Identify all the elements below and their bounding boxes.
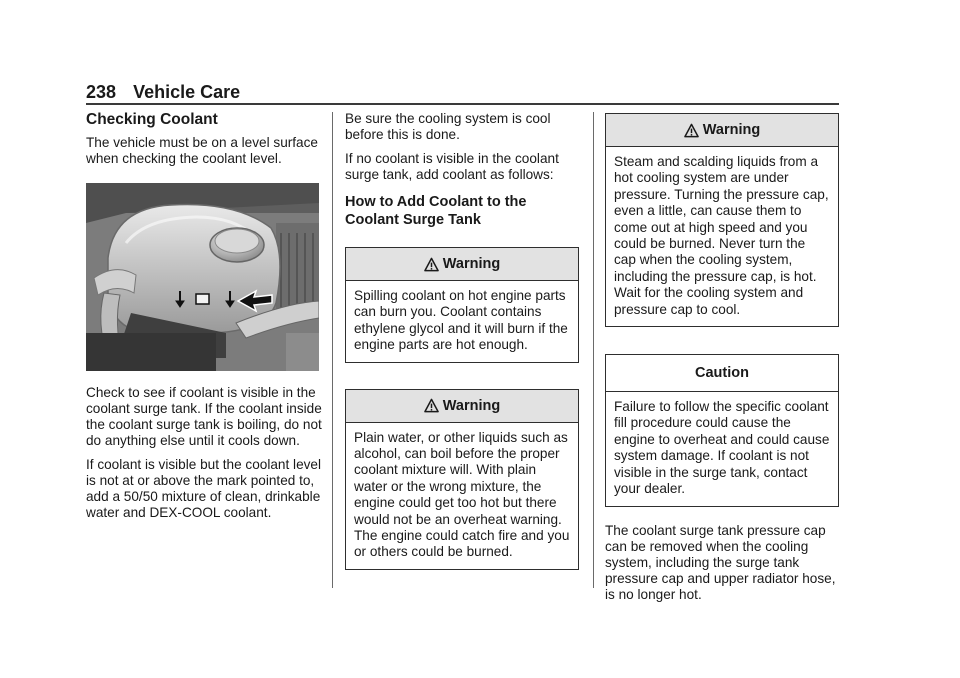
no-coolant-paragraph: If no coolant is visible in the coolant surge tank, add coolant as follows: (345, 151, 559, 182)
warning-header (346, 248, 578, 281)
pressure-cap-paragraph: The coolant surge tank pressure cap can be removed when the cooling system, including the surge tank pressure cap and upper radiator hose, is no longer hot. (605, 522, 836, 602)
section-heading: Checking Coolant (86, 111, 218, 128)
warning-triangle-icon (424, 398, 439, 413)
intro-paragraph: The vehicle must be on a level surface when checking the coolant level. (86, 135, 318, 166)
warning-header (346, 390, 578, 423)
subsection-heading: How to Add Coolant to the Coolant Surge Tank (345, 194, 527, 228)
warning-triangle-icon (684, 123, 699, 138)
page-header (86, 82, 240, 103)
column-divider-right (593, 112, 594, 588)
warning-text: Plain water, or other liquids such as alcohol, can boil before the proper coolant mixture will. With plain water or the wrong mixture, the engine could get too hot but there would not be an overheat warning. The engine could catch fire and you or others could be burned. (354, 429, 570, 560)
warning-text: Steam and scalding liquids from a hot cooling system are under pressure. Turning the pressure cap, even a little, can cause them to come out at high speed and you could be burned. Never turn the cap when the cooling system, including the pressure cap, is hot. Wait for the cooling system and pressure cap to cool. (614, 154, 829, 317)
warning-header (606, 114, 838, 147)
warning-triangle-icon (424, 257, 439, 272)
left-column (86, 111, 322, 529)
caution-box (605, 354, 839, 506)
caution-text: Failure to follow the specific coolant fill procedure could cause the engine to overheat and could cause system damage. If coolant is not visible in the surge tank, contact your dealer. (614, 399, 830, 497)
right-column (605, 113, 839, 603)
warning-title: Warning (442, 397, 501, 414)
caution-header (606, 355, 838, 392)
section-title: Vehicle Care (133, 82, 241, 102)
header-rule (86, 103, 839, 105)
engine-bay-illustration (86, 183, 319, 371)
add-mixture-paragraph: If coolant is visible but the coolant level is not at or above the mark pointed to, add a 50/50 mixture of clean, drinkable water and DEX-COOL coolant. (86, 457, 322, 520)
page-number: 238 (86, 82, 117, 102)
warning-text: Spilling coolant on hot engine parts can burn you. Coolant contains ethylene glycol and it will burn if the engine parts are hot enough. (354, 288, 568, 353)
warning-title: Warning (702, 122, 761, 138)
column-divider-left (332, 112, 333, 588)
warning-title: Warning (442, 256, 501, 272)
check-paragraph: Check to see if coolant is visible in the coolant surge tank. If the coolant inside the coolant surge tank is boiling, do not do anything else until it cools down. (86, 385, 322, 448)
warning-box-spill (345, 247, 579, 363)
middle-column (345, 111, 579, 596)
cool-system-paragraph: Be sure the cooling system is cool before this is done. (345, 111, 551, 142)
warning-box-plain-water (345, 389, 579, 570)
warning-box-steam (605, 113, 839, 327)
caution-title: Caution (695, 365, 749, 382)
coolant-surge-tank-photo (86, 183, 319, 371)
